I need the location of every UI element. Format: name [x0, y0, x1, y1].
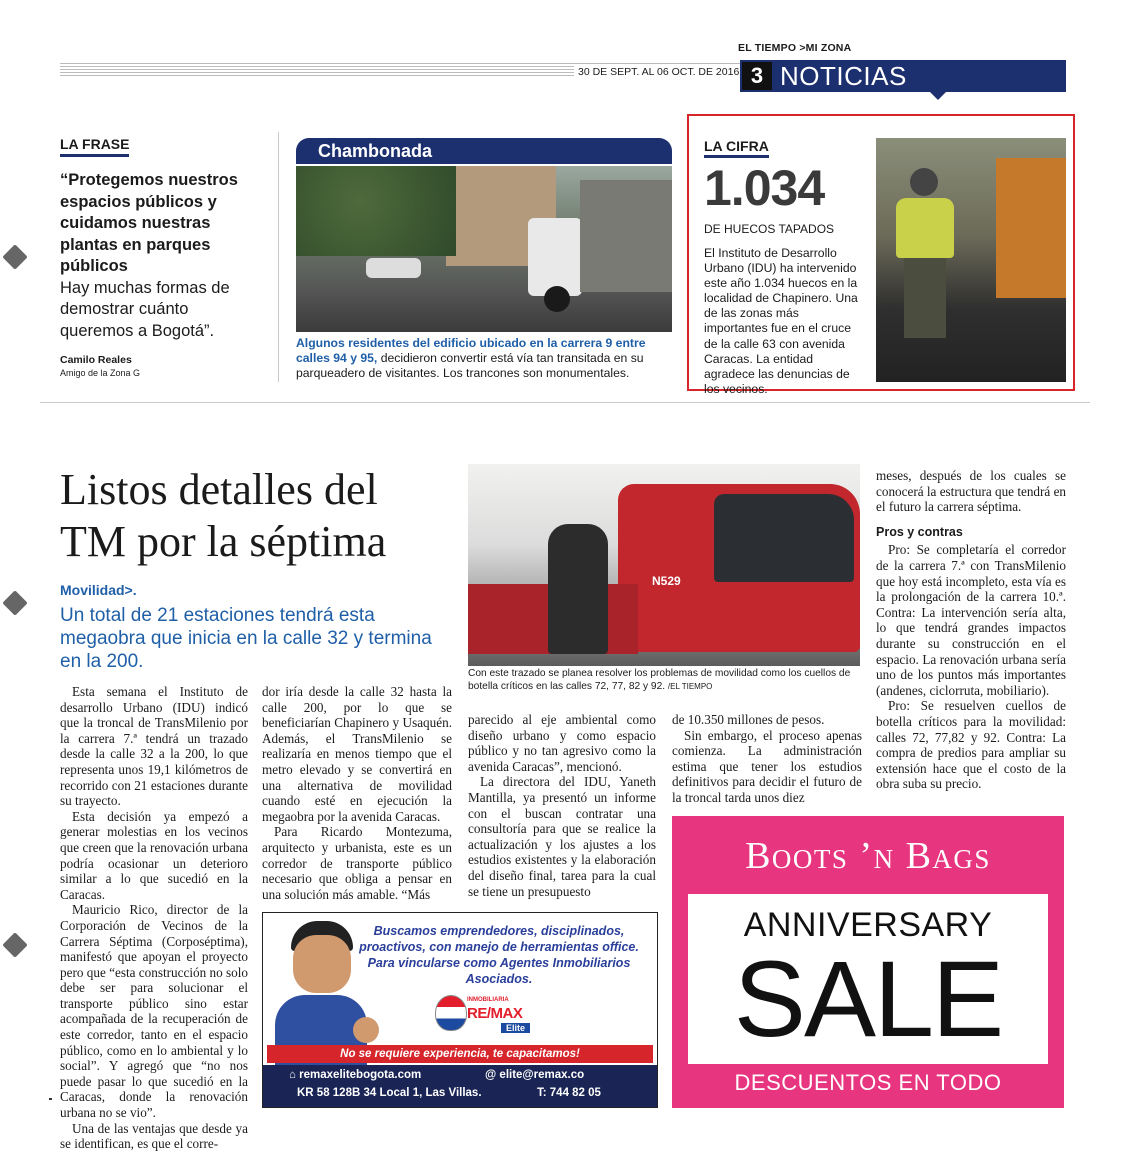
- boots-brand: Boots ’n Bags: [745, 835, 991, 877]
- pros-title: Pros y contras: [876, 524, 963, 539]
- section-title: NOTICIAS: [780, 61, 907, 91]
- article-column-3: [468, 712, 656, 899]
- photo-caption-text: Con este trazado se planea resolver los problemas de movilidad como los cuellos de botella críticos en las calles 72, 77, 82 y 92.: [468, 668, 851, 692]
- frase-quote-bold: “Protegemos nuestros espacios públicos y cuidamos nuestras plantas en parques públicos: [60, 171, 238, 275]
- remax-web-text: remaxelitebogota.com: [299, 1069, 422, 1081]
- frase-author-role: Amigo de la Zona G: [60, 368, 141, 378]
- remax-brand-sub: Elite: [501, 1023, 530, 1033]
- boots-footer: DESCUENTOS EN TODO: [734, 1070, 1002, 1095]
- photo-worker-vest: [896, 198, 954, 258]
- photo-wheel: [544, 286, 570, 312]
- article-paragraph: Pro: Se resuelven cuellos de botella críticos para la movilidad: calles 72, 77,82 y 92. Contra: La compra de predios para ampliar su extensión hace que el costo de la obra suba su precio.: [876, 698, 1066, 792]
- article-column-1: [60, 684, 248, 1152]
- article-paragraph: Una de las ventajas que desde ya se identifican, es que el corre-: [60, 1120, 248, 1152]
- frase-label: LA FRASE: [60, 136, 129, 157]
- article-paragraph: parecido al eje ambiental como diseño urbano y como espacio público y no tan agresivo como la avenida Caracas”, mencionó.: [468, 712, 656, 774]
- photo-trees: [296, 166, 456, 256]
- chambonada-tag: Chambonada: [318, 141, 433, 161]
- boots-line2: SALE: [733, 938, 1003, 1059]
- bus-photo: [468, 464, 860, 666]
- frase-author: Camilo Reales: [60, 354, 132, 366]
- remax-brand: RE/MAX: [467, 1005, 523, 1022]
- photo-truck-box: [580, 180, 672, 292]
- header-date: 30 DE SEPT. AL 06 OCT. DE 2016: [574, 66, 743, 78]
- article-paragraph: Pro: Se completaría el corredor de la carrera 7.ª con TransMilenio que hoy está incompleto, esta vía es la prolongación de la carrera 10.ª. Contra: La intervención sería alta, lo que tendrá grandes impactos durante su construcción en el espacio. La renovación urbana sería uno de los puntos más importantes (andenes, ciclorruta, mobiliario).: [876, 542, 1066, 698]
- section-divider: [40, 402, 1090, 403]
- article-paragraph: de 10.350 millones de pesos.: [672, 712, 825, 727]
- article-paragraph: dor iría desde la calle 32 hasta la calle 200, por lo que se beneficiarían Chapinero y Usaquén. Además, el TransMilenio se realizaría en menos tiempo que el metro elevado y se convertirá en una alternativa de movilidad cuando esté en ejecución la megaobra por la avenida Caracas.: [262, 684, 452, 824]
- photo-bus-window: [714, 494, 854, 582]
- page-mark: [49, 1098, 52, 1100]
- remax-email-text: elite@remax.co: [499, 1069, 585, 1081]
- cifra-subtitle: DE HUECOS TAPADOS: [704, 222, 835, 236]
- photo-caption: [468, 668, 858, 694]
- cartoon-face: [293, 935, 351, 993]
- photo-worker-legs: [904, 258, 946, 338]
- photo-worker-head: [910, 168, 938, 196]
- page-number: 3: [742, 62, 772, 90]
- article-column-2: [262, 684, 452, 902]
- remax-balloon-icon: [435, 995, 467, 1031]
- article-subtitle: Un total de 21 estaciones tendrá esta megaobra que inicia en la calle 32 y termina en la 200.: [60, 605, 432, 672]
- section-brand: EL TIEMPO >MI ZONA: [738, 42, 852, 54]
- boots-line1: ANNIVERSARY: [743, 906, 993, 944]
- photo-machine: [996, 158, 1066, 298]
- photo-pedestrians: [548, 524, 608, 654]
- remax-ad: [262, 912, 658, 1108]
- article-column-4: [672, 712, 862, 806]
- cifra-photo: [876, 138, 1066, 382]
- bus-route-label: N529: [652, 574, 681, 588]
- cifra-number: 1.034: [704, 160, 825, 216]
- margin-diamond-icon: [2, 244, 27, 269]
- margin-diamond-icon: [2, 932, 27, 957]
- article-paragraph: meses, después de los cuales se conocerá la estructura que tendrá en el futuro la carrera séptima.: [876, 468, 1067, 515]
- remax-banner: No se requiere experiencia, te capacitamos!: [267, 1045, 653, 1063]
- chambonada-caption-bold: Algunos residentes del edificio ubicado en la carrera 9 entre calles 94 y 95,: [296, 336, 646, 365]
- remax-brand-small: INMOBILIARIA: [467, 997, 509, 1003]
- photo-credit: /EL TIEMPO: [667, 681, 713, 691]
- remax-address: KR 58 128B 34 Local 1, Las Villas.: [297, 1087, 482, 1099]
- remax-headline: Buscamos emprendedores, disciplinados, proactivos, con manejo de herramientas office. Para vincularse como Agentes Inmobiliarios Asociados.: [359, 924, 639, 986]
- chambonada-caption-rest: decidieron convertir está vía tan transitada en su parqueadero de visitantes. Los trancones son monumentales.: [296, 351, 644, 380]
- article-paragraph: Mauricio Rico, director de la Corporación de Vecinos de la Carrera Séptima (Corposéptima), manifestó que apoyan el proyecto pero que “esta construcción no solo debe ser para solucionar el transporte público sino estar acompañada de la recuperación de este corredor, tanto en el espacio público, como en lo ambiental y lo social”. Y agregó que “no nos puede pasar lo que sucedió en la Caracas, donde la renovación urbana no se vio”.: [60, 902, 248, 1121]
- article-paragraph: Para Ricardo Montezuma, arquitecto y urbanista, este es un corredor de transporte público necesario que obliga a pensar en una solución más amable. “Más: [262, 824, 452, 902]
- boots-ad: [672, 816, 1064, 1108]
- frase-quote-rest: Hay muchas formas de demostrar cuánto queremos a Bogotá”.: [60, 278, 230, 340]
- photo-truck-cab: [528, 218, 582, 296]
- column-divider: [278, 132, 279, 382]
- remax-web[interactable]: [289, 1069, 421, 1081]
- chambonada-photo: [296, 166, 672, 332]
- article-paragraph: Esta decisión ya empezó a generar molestias en los vecinos que creen que la renovación urbana podría ocasionar un deterioro similar a lo que sucedió en la Caracas.: [60, 808, 248, 902]
- chambonada-caption: [296, 336, 666, 381]
- article-paragraph: La directora del IDU, Yaneth Mantilla, ya presentó un informe con el buscan contratar una consultoría para que se realice la actualización y los ajustes a los estudios existentes y la elaboración del diseño final, tarea para la cual se tiene un presupuesto: [468, 774, 656, 899]
- home-icon: ⌂: [289, 1069, 296, 1081]
- article-title: Listos detalles del TM por la séptima: [60, 465, 387, 566]
- email-icon: @: [485, 1069, 497, 1081]
- article-kicker: Movilidad>.: [60, 582, 137, 598]
- article-column-5: [876, 468, 1066, 792]
- article-paragraph: Sin embargo, el proceso apenas comienza. La administración estima que tener los estudios definitivos para decidir el futuro de la troncal tarda unos diez: [672, 727, 862, 805]
- cifra-label: LA CIFRA: [704, 138, 769, 158]
- margin-diamond-icon: [2, 590, 27, 615]
- cartoon-hand: [353, 1017, 379, 1043]
- article-paragraph: Esta semana el Instituto de desarrollo Urbano (IDU) indicó que la troncal de TransMilenio por la carrera 7.ª tendrá un trazado desde la calle 32 a la 200, lo que representa unos 19,1 kilómetros de recorrido con 21 estaciones durante su trayecto.: [60, 684, 248, 809]
- header-pointer-icon: [930, 92, 946, 100]
- frase-quote: [60, 170, 260, 342]
- photo-car: [366, 258, 421, 278]
- cifra-text: El Instituto de Desarrollo Urbano (IDU) ha intervenido este año 1.034 huecos en la localidad de Chapinero. Una de las zonas más importantes fue en el cruce de la calle 63 con avenida Caracas. La entidad agradece las denuncias de los vecinos.: [704, 246, 858, 396]
- remax-email[interactable]: [485, 1069, 584, 1081]
- remax-phone: T: 744 82 05: [537, 1087, 601, 1099]
